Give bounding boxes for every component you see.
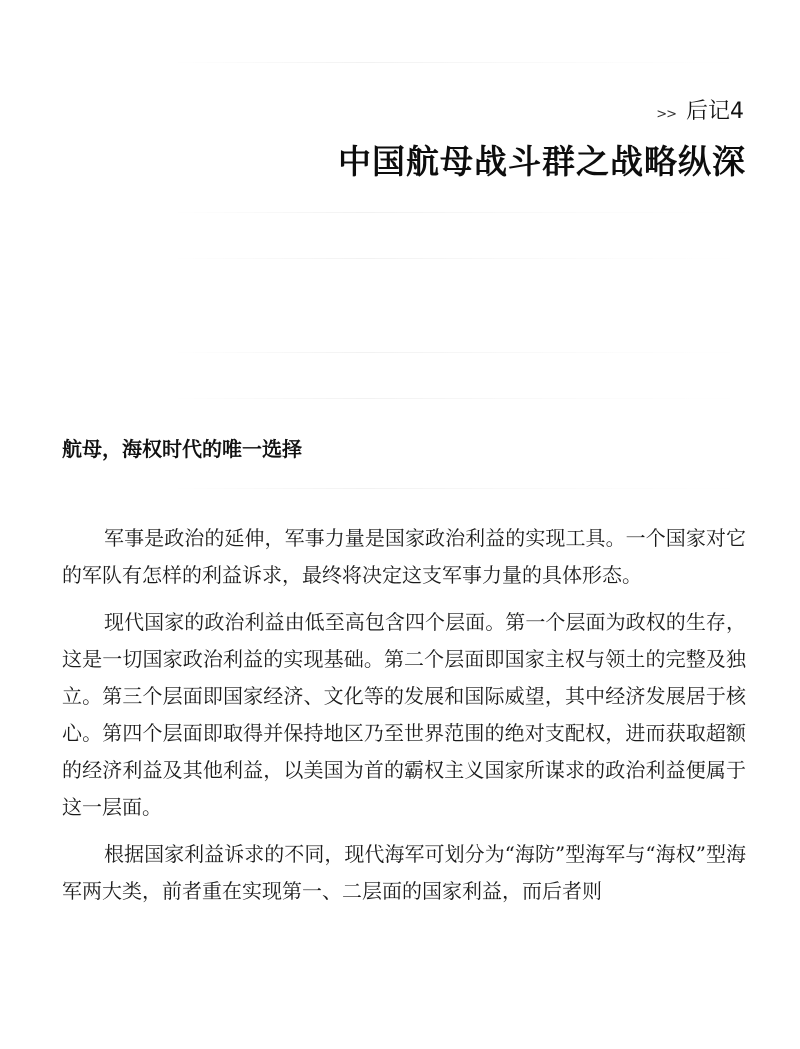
chapter-number: 后记4 — [686, 99, 744, 124]
chapter-label — [656, 94, 744, 125]
bleed-through-line — [170, 62, 750, 63]
paragraph: 根据国家利益诉求的不同，现代海军可划分为“海防”型海军与“海权”型海军两大类，前者重在实现第一、二层面的国家利益，而后者则 — [62, 842, 746, 903]
bleed-through-line — [170, 258, 750, 259]
bleed-through-line — [170, 212, 750, 213]
section-heading: 航母，海权时代的唯一选择 — [62, 437, 302, 461]
bleed-through-line — [170, 488, 750, 489]
bleed-through-line — [170, 352, 750, 353]
double-chevron-icon: >> — [656, 107, 676, 122]
body-text — [62, 520, 746, 920]
bleed-through-line — [170, 398, 750, 399]
paragraph: 军事是政治的延伸，军事力量是国家政治利益的实现工具。一个国家对它的军队有怎样的利益诉求，最终将决定这支军事力量的具体形态。 — [62, 526, 746, 587]
chapter-title: 中国航母战斗群之战略纵深 — [338, 142, 746, 181]
paragraph: 现代国家的政治利益由低至高包含四个层面。第一个层面为政权的生存，这是一切国家政治利益的实现基础。第二个层面即国家主权与领土的完整及独立。第三个层面即国家经济、文化等的发展和国际威望，其中经济发展居于核心。第四个层面即取得并保持地区乃至世界范围的绝对支配权，进而获取超额的经济利益及其他利益，以美国为首的霸权主义国家所谋求的政治利益便属于这一层面。 — [62, 610, 746, 819]
